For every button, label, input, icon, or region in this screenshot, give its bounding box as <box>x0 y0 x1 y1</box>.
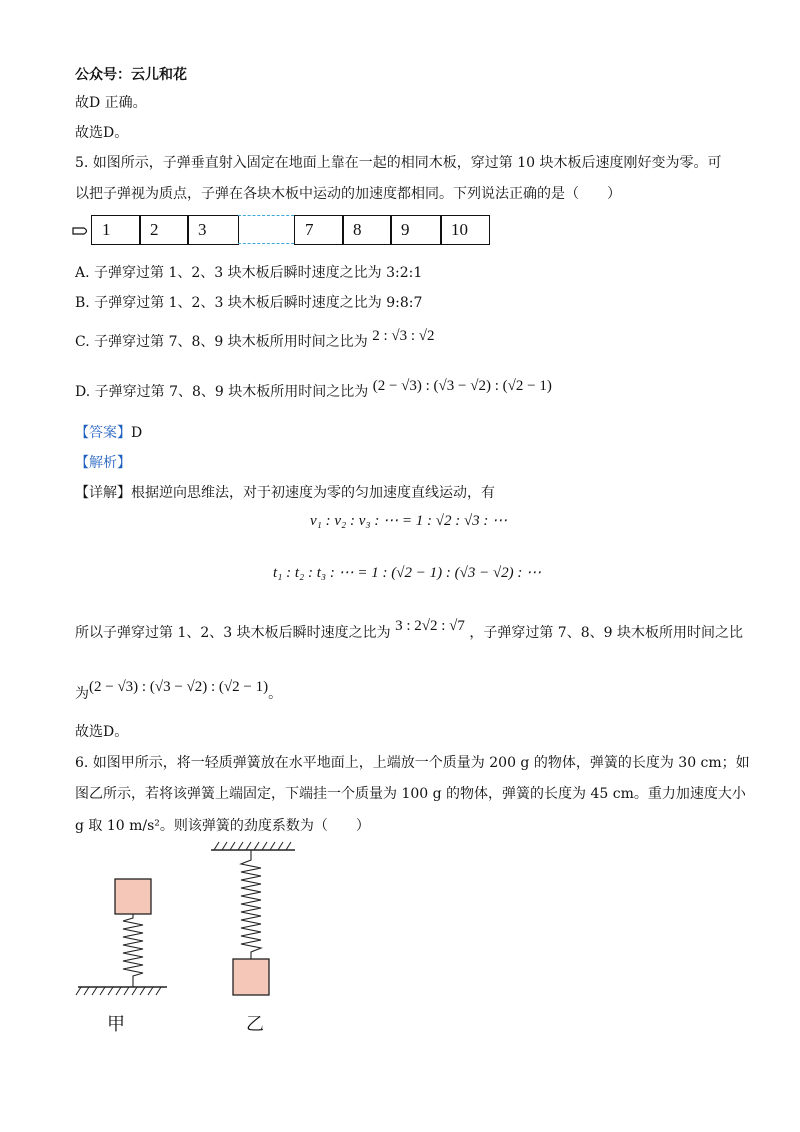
option-d-math: (2 − √3) : (√3 − √2) : (√2 − 1) <box>372 378 552 394</box>
q6-stem-line-3: g 取 10 m/s²。则该弹簧的劲度系数为（ ） <box>75 818 370 834</box>
conclusion-2-math: (2 − √3) : (√3 − √2) : (√2 − 1) <box>89 679 269 695</box>
option-c-text: C. 子弹穿过第 7、8、9 块木板所用时间之比为 <box>75 334 368 350</box>
conclusion-1-math: 3 : 2√2 : √7 <box>395 618 465 634</box>
option-a: A. 子弹穿过第 1、2、3 块木板后瞬时速度之比为 3:2:1 <box>75 265 423 281</box>
conclusion-line-1 <box>75 618 743 642</box>
final-choice: 故选D。 <box>75 724 129 740</box>
detail-line <box>75 482 495 502</box>
plank-2: 2 <box>139 215 189 245</box>
q5-stem-line-2: 以把子弹视为质点，子弹在各块木板中运动的加速度都相同。下列说法正确的是（ ） <box>75 186 621 202</box>
answer-line <box>75 422 142 442</box>
option-c-math: 2 : √3 : √2 <box>372 328 435 344</box>
detail-tag: 【详解】 <box>75 485 131 501</box>
gap-bottom-dashed <box>238 243 294 244</box>
conclusion-1-tail: ，子弹穿过第 7、8、9 块木板所用时间之比 <box>469 625 743 641</box>
detail-text: 根据逆向思维法，对于初速度为零的匀加速度直线运动，有 <box>131 485 495 501</box>
q6-stem-line-2: 图乙所示，若将该弹簧上端固定，下端挂一个质量为 100 g 的物体，弹簧的长度为 45 cm。重力加速度大小 <box>75 786 746 802</box>
conclusion-1-text: 所以子弹穿过第 1、2、3 块木板后瞬时速度之比为 <box>75 625 391 641</box>
spring-diagram-yi <box>205 838 305 1013</box>
gap-top-dashed <box>238 215 294 216</box>
option-d <box>75 378 552 401</box>
plank-3: 3 <box>187 215 239 245</box>
option-c <box>75 328 435 351</box>
equation-time-ratio: t₁ : t₂ : t₃ : ⋯ = 1 : (√2 − 1) : (√3 − √2) : ⋯ <box>273 565 542 581</box>
spring-diagram-jia <box>75 870 175 1000</box>
watermark: 公众号：云儿和花 <box>75 67 187 83</box>
conclusion-line-2 <box>75 679 283 703</box>
plank-1: 1 <box>91 215 141 245</box>
q6-stem-line-1: 6. 如图甲所示，将一轻质弹簧放在水平地面上，上端放一个质量为 200 g 的物体，弹簧的长度为 30 cm；如 <box>75 755 750 771</box>
conclusion-2-head: 为 <box>75 686 89 702</box>
plank-8: 8 <box>342 215 392 245</box>
label-yi: 乙 <box>246 1014 264 1035</box>
conclusion-2-tail: 。 <box>268 686 283 702</box>
prev-line-1: 故D 正确。 <box>75 95 147 111</box>
prev-line-2: 故选D。 <box>75 125 129 141</box>
label-jia: 甲 <box>107 1014 125 1035</box>
analysis-tag: 【解析】 <box>75 455 131 471</box>
option-d-text: D. 子弹穿过第 7、8、9 块木板所用时间之比为 <box>75 384 369 400</box>
plank-9: 9 <box>390 215 442 245</box>
plank-10: 10 <box>440 215 490 245</box>
bullet-icon <box>72 225 92 237</box>
answer-value: D <box>131 425 143 441</box>
plank-7: 7 <box>294 215 344 245</box>
answer-tag: 【答案】 <box>75 425 131 441</box>
option-b: B. 子弹穿过第 1、2、3 块木板后瞬时速度之比为 9:8:7 <box>75 295 423 311</box>
equation-velocity-ratio: v₁ : v₂ : v₃ : ⋯ = 1 : √2 : √3 : ⋯ <box>310 513 508 529</box>
q5-stem-line-1: 5. 如图所示，子弹垂直射入固定在地面上靠在一起的相同木板，穿过第 10 块木板后速度刚好变为零。可 <box>75 155 722 171</box>
